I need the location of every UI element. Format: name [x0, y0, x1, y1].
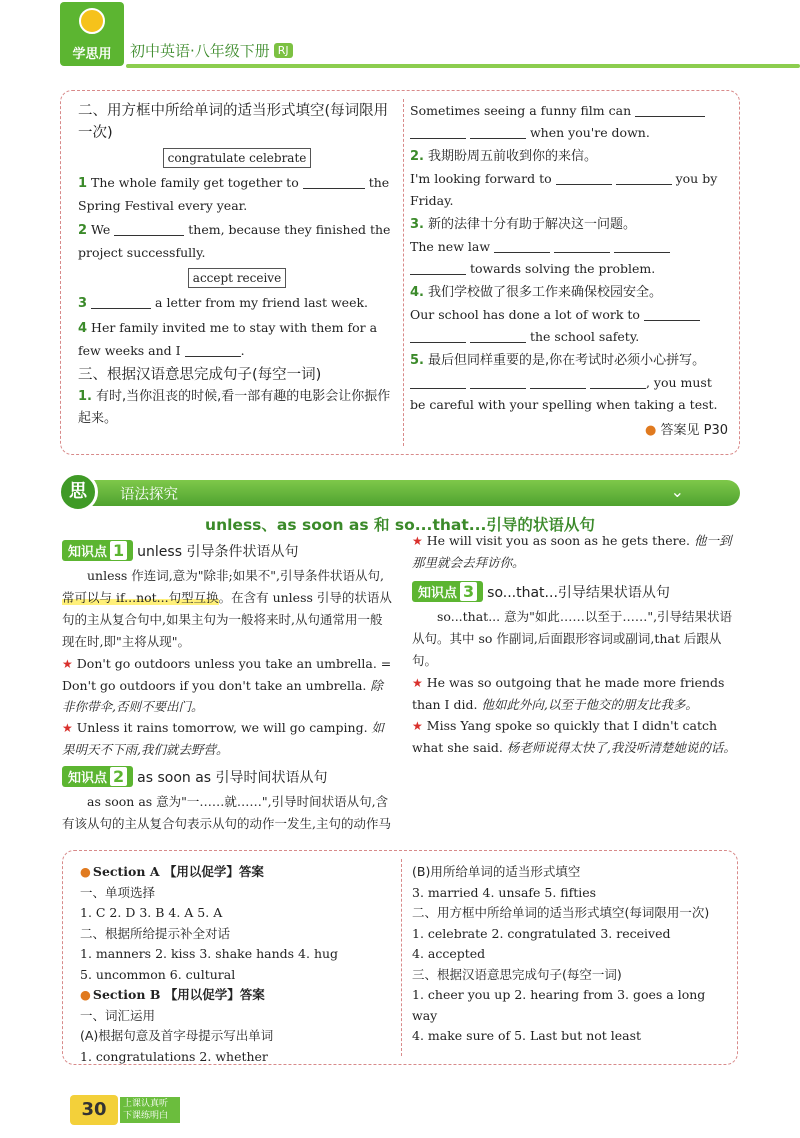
blank[interactable] — [494, 239, 550, 253]
blank[interactable] — [614, 239, 670, 253]
blank[interactable] — [303, 175, 365, 189]
blank[interactable] — [91, 295, 151, 309]
logo-text: 学思用 — [72, 47, 112, 62]
footer-tag: 上课认真听 下课练明白 — [120, 1097, 180, 1123]
location-pin-icon: ● — [645, 423, 657, 438]
question-4: 4 Her family invited me to stay with them for a few weeks and I . — [78, 320, 378, 358]
grammar-right-column — [412, 530, 740, 758]
sentence-4-cn: 4. 我们学校做了很多工作来确保校园安全。 — [410, 285, 662, 300]
question-2: 2 We them, because they finished the project successfully. — [78, 222, 391, 260]
answer-line: 1. manners 2. kiss 3. shake hands 4. hug — [80, 946, 339, 961]
edition-badge: RJ — [274, 43, 293, 58]
part3-title: 三、根据汉语意思完成句子(每空一词) — [78, 367, 322, 383]
exercise-right-column — [410, 100, 728, 442]
star-icon: ★ — [412, 676, 423, 690]
sentence-4-en: Our school has done a lot of work to the school safety. — [410, 304, 728, 348]
kp2-heading: 知识点 2 as soon as 引导时间状语从句 — [62, 766, 394, 787]
banner-title: 语法探究 — [120, 487, 178, 503]
answer-reference[interactable]: ● 答案见 P30 — [645, 423, 728, 438]
section-a-title: ● Section A 【用以促学】答案 — [80, 864, 264, 879]
grammar-main-title: unless、as soon as 和 so...that...引导的状语从句 — [205, 516, 595, 534]
answer-line: 5. uncommon 6. cultural — [80, 966, 236, 982]
answer-subheading: (A)根据句意及首字母提示写出单词 — [80, 1028, 274, 1043]
location-pin-icon: ● — [80, 864, 91, 879]
column-divider — [403, 99, 404, 446]
blank[interactable] — [470, 375, 526, 389]
sentence-1-cn: 1. 有时,当你沮丧的时候,看一部有趣的电影会让你振作起来。 — [78, 389, 391, 426]
sentence-3-cn: 3. 新的法律十分有助于解决这一问题。 — [410, 217, 636, 232]
answer-line: 1. congratulations 2. whether — [80, 1048, 268, 1064]
answer-subheading: (B)用所给单词的适当形式填空 — [412, 864, 581, 879]
answers-left-column — [80, 862, 400, 1067]
answer-heading: 一、词汇运用 — [80, 1007, 156, 1023]
example-3: ★ He will visit you as soon as he gets there. 他一到那里就会去拜访你。 — [412, 533, 732, 570]
blank[interactable] — [185, 343, 241, 357]
kp3-badge: 知识点 3 — [412, 581, 483, 602]
star-icon: ★ — [412, 719, 423, 733]
star-icon: ★ — [62, 657, 73, 671]
blank[interactable] — [644, 307, 700, 321]
page-header — [0, 0, 800, 70]
sentence-2-en: I'm looking forward to you by Friday. — [410, 171, 718, 208]
kp1-heading: 知识点 1 unless 引导条件状语从句 — [62, 540, 394, 561]
question-1: 1 The whole family get together to the Spring Festival every year. — [78, 175, 390, 213]
blank[interactable] — [470, 125, 526, 139]
answers-right-column — [412, 862, 732, 1047]
chevron-down-icon[interactable]: ⌄ — [670, 482, 684, 501]
word-box-1: congratulate celebrate — [163, 148, 312, 168]
sentence-5-cn: 5. 最后但同样重要的是,你在考试时必须小心拼写。 — [410, 353, 706, 368]
kp2-text: as soon as 意为"一……就……",引导时间状语从句,含有该从句的主从复合句表示从句的动作一发生,主句的动作马 — [62, 794, 391, 831]
part2-title: 二、用方框中所给单词的适当形式填空(每词限用一次) — [78, 103, 389, 141]
word-box-2: accept receive — [188, 268, 286, 288]
blank[interactable] — [470, 329, 526, 343]
blank[interactable] — [114, 222, 184, 236]
sun-icon — [79, 8, 105, 34]
exercise-left-column — [78, 100, 396, 430]
section-b-title: ● Section B 【用以促学】答案 — [80, 987, 265, 1002]
answer-line: 1. C 2. D 3. B 4. A 5. A — [80, 905, 223, 920]
sentence-5-en: , you must be careful with your spelling when taking a test. — [410, 375, 718, 412]
question-3: 3 a letter from my friend last week. — [78, 295, 369, 311]
location-pin-icon: ● — [80, 987, 91, 1002]
blank[interactable] — [616, 171, 672, 185]
answer-line: 1. cheer you up 2. hearing from 3. goes a long way — [412, 987, 706, 1023]
page-number: 30 — [70, 1095, 118, 1125]
column-divider — [401, 859, 402, 1056]
blank[interactable] — [410, 329, 466, 343]
header-rule — [126, 64, 800, 68]
blank[interactable] — [410, 261, 466, 275]
answer-heading: 三、根据汉语意思完成句子(每空一词) — [412, 966, 622, 982]
sentence-3-en: The new law towards solving the problem. — [410, 236, 728, 280]
sentence-1-en: Sometimes seeing a funny film can when you're down. — [410, 100, 728, 144]
blank[interactable] — [590, 375, 646, 389]
answer-line: 3. married 4. unsafe 5. fifties — [412, 884, 597, 900]
answer-heading: 二、用方框中所给单词的适当形式填空(每词限用一次) — [412, 905, 710, 920]
answer-line: 4. accepted — [412, 946, 486, 961]
kp1-text: unless 作连词,意为"除非;如果不",引导条件状语从句,常可以与 if...not...句型互换。在含有 unless 引导的状语从句的主从复合句中,如果主句为一般将来时,从句通常用一般现在时,即"主将从现"。 — [62, 568, 392, 649]
answer-heading: 二、根据所给提示补全对话 — [80, 925, 231, 941]
blank[interactable] — [635, 103, 705, 117]
grammar-left-column — [62, 540, 394, 835]
example-5: ★ Miss Yang spoke so quickly that I didn't catch what she said. 杨老师说得太快了,我没听清楚她说的话。 — [412, 718, 736, 755]
blank[interactable] — [530, 375, 586, 389]
kp2-badge: 知识点 2 — [62, 766, 133, 787]
kp3-heading: 知识点 3 so...that...引导结果状语从句 — [412, 581, 740, 602]
example-1: ★ Don't go outdoors unless you take an umbrella. = Don't go outdoors if you don't take an umbrella. 除非你带伞,否则不要出门。 — [62, 656, 392, 714]
kp1-badge: 知识点 1 — [62, 540, 133, 561]
blank[interactable] — [554, 239, 610, 253]
kp3-text: so...that... 意为"如此……以至于……",引导结果状语从句。其中 so 作副词,后面跟形容词或副词,that 后跟从句。 — [412, 609, 733, 668]
answer-line: 4. make sure of 5. Last but not least — [412, 1028, 642, 1043]
think-badge: 思 — [58, 472, 98, 512]
example-2: ★ Unless it rains tomorrow, we will go camping. 如果明天不下雨,我们就去野营。 — [62, 720, 385, 757]
grammar-banner — [60, 480, 740, 506]
book-title: 初中英语·八年级下册 RJ — [130, 40, 293, 61]
answer-line: 1. celebrate 2. congratulated 3. received — [412, 925, 671, 941]
blank[interactable] — [556, 171, 612, 185]
blank[interactable] — [410, 375, 466, 389]
sentence-2-cn: 2. 我期盼周五前收到你的来信。 — [410, 149, 597, 164]
brand-logo — [60, 2, 124, 66]
star-icon: ★ — [62, 721, 73, 735]
star-icon: ★ — [412, 534, 423, 548]
blank[interactable] — [410, 125, 466, 139]
answer-heading: 一、单项选择 — [80, 884, 156, 900]
example-4: ★ He was so outgoing that he made more friends than I did. 他如此外向,以至于他交的朋友比我多。 — [412, 675, 725, 712]
